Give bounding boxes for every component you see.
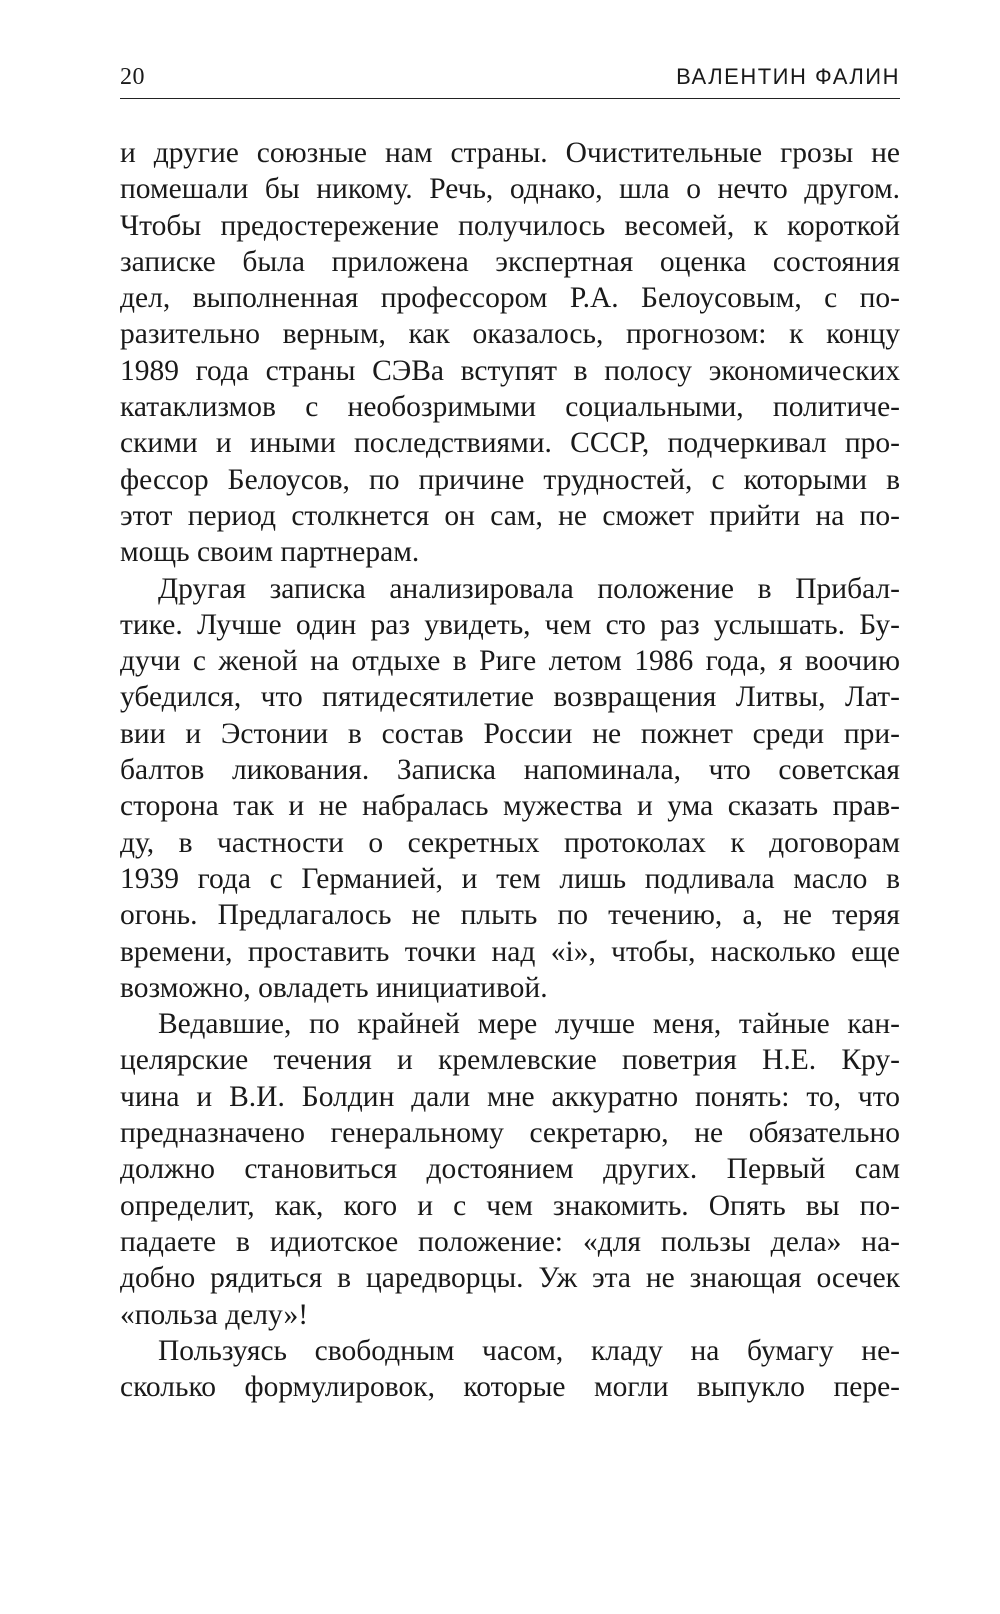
text-line: чина и В.И. Болдин дали мне аккуратно понять: то, что: [120, 1080, 900, 1113]
text-line: разительно верным, как оказалось, прогнозом: к концу: [120, 318, 900, 351]
text-line: помешали бы никому. Речь, однако, шла о нечто другом.: [120, 173, 900, 206]
text-line: «польза делу»!: [120, 1298, 309, 1331]
text-line: 1989 года страны СЭВа вступят в полосу экономических: [120, 354, 900, 387]
paragraph: [120, 135, 900, 571]
paragraph: [120, 1333, 900, 1406]
text-line: записке была приложена экспертная оценка состояния: [120, 245, 900, 278]
text-line: времени, проставить точки над «i», чтобы, насколько еще: [120, 935, 900, 968]
text-line: катаклизмов с необозримыми социальными, политиче-: [120, 391, 900, 424]
page-number: 20: [120, 64, 145, 90]
text-line: падаете в идиотское положение: «для пользы дела» на-: [120, 1225, 900, 1258]
text-line: дучи с женой на отдыхе в Риге летом 1986 года, я воочию: [120, 645, 900, 678]
paragraph: [120, 1006, 900, 1333]
text-line: добно рядиться в царедворцы. Уж эта не знающая осечек: [120, 1262, 900, 1295]
text-line: сторона так и не набралась мужества и ума сказать прав-: [120, 790, 900, 823]
page-header: [120, 58, 900, 99]
text-line: предназначено генеральному секретарю, не обязательно: [120, 1117, 900, 1150]
text-line: целярские течения и кремлевские поветрия Н.Е. Кру-: [120, 1044, 900, 1077]
text-line: ду, в частности о секретных протоколах к договорам: [120, 826, 900, 859]
running-head-author: ВАЛЕНТИН ФАЛИН: [676, 64, 900, 89]
text-line: мощь своим партнерам.: [120, 536, 420, 569]
text-line: огонь. Предлагалось не плыть по течению, а, не теряя: [120, 899, 900, 932]
text-line: тике. Лучше один раз увидеть, чем сто раз услышать. Бу-: [120, 608, 900, 641]
paragraph: [120, 571, 900, 1007]
text-line: и другие союзные нам страны. Очистительные грозы не: [120, 137, 900, 169]
text-line: вии и Эстонии в состав России не пожнет среди при-: [120, 717, 900, 750]
text-line: Чтобы предостережение получилось весомей, к короткой: [120, 209, 900, 242]
text-line: должно становиться достоянием других. Первый сам: [120, 1153, 900, 1186]
text-line: балтов ликования. Записка напоминала, что советская: [120, 754, 900, 787]
text-line: 1939 года с Германией, и тем лишь подливала масло в: [120, 862, 900, 895]
body-text: [120, 135, 900, 1405]
text-line: этот период столкнется он сам, не сможет прийти на по-: [120, 499, 900, 532]
text-line: Ведавшие, по крайней мере лучше меня, тайные кан-: [158, 1008, 900, 1041]
text-line: скими и иными последствиями. СССР, подчеркивал про-: [120, 427, 900, 460]
text-line: определит, как, кого и с чем знакомить. Опять вы по-: [120, 1189, 900, 1222]
text-line: Другая записка анализировала положение в Прибал-: [158, 572, 900, 605]
text-line: убедился, что пятидесятилетие возвращения Литвы, Лат-: [120, 681, 900, 714]
text-line: возможно, овладеть инициативой.: [120, 971, 548, 1004]
text-line: Пользуясь свободным часом, кладу на бумагу не-: [158, 1334, 900, 1367]
text-line: фессор Белоусов, по причине трудностей, с которыми в: [120, 463, 900, 496]
text-line: сколько формулировок, которые могли выпукло пере-: [120, 1371, 900, 1404]
text-line: дел, выполненная профессором Р.А. Белоусовым, с по-: [120, 282, 900, 315]
